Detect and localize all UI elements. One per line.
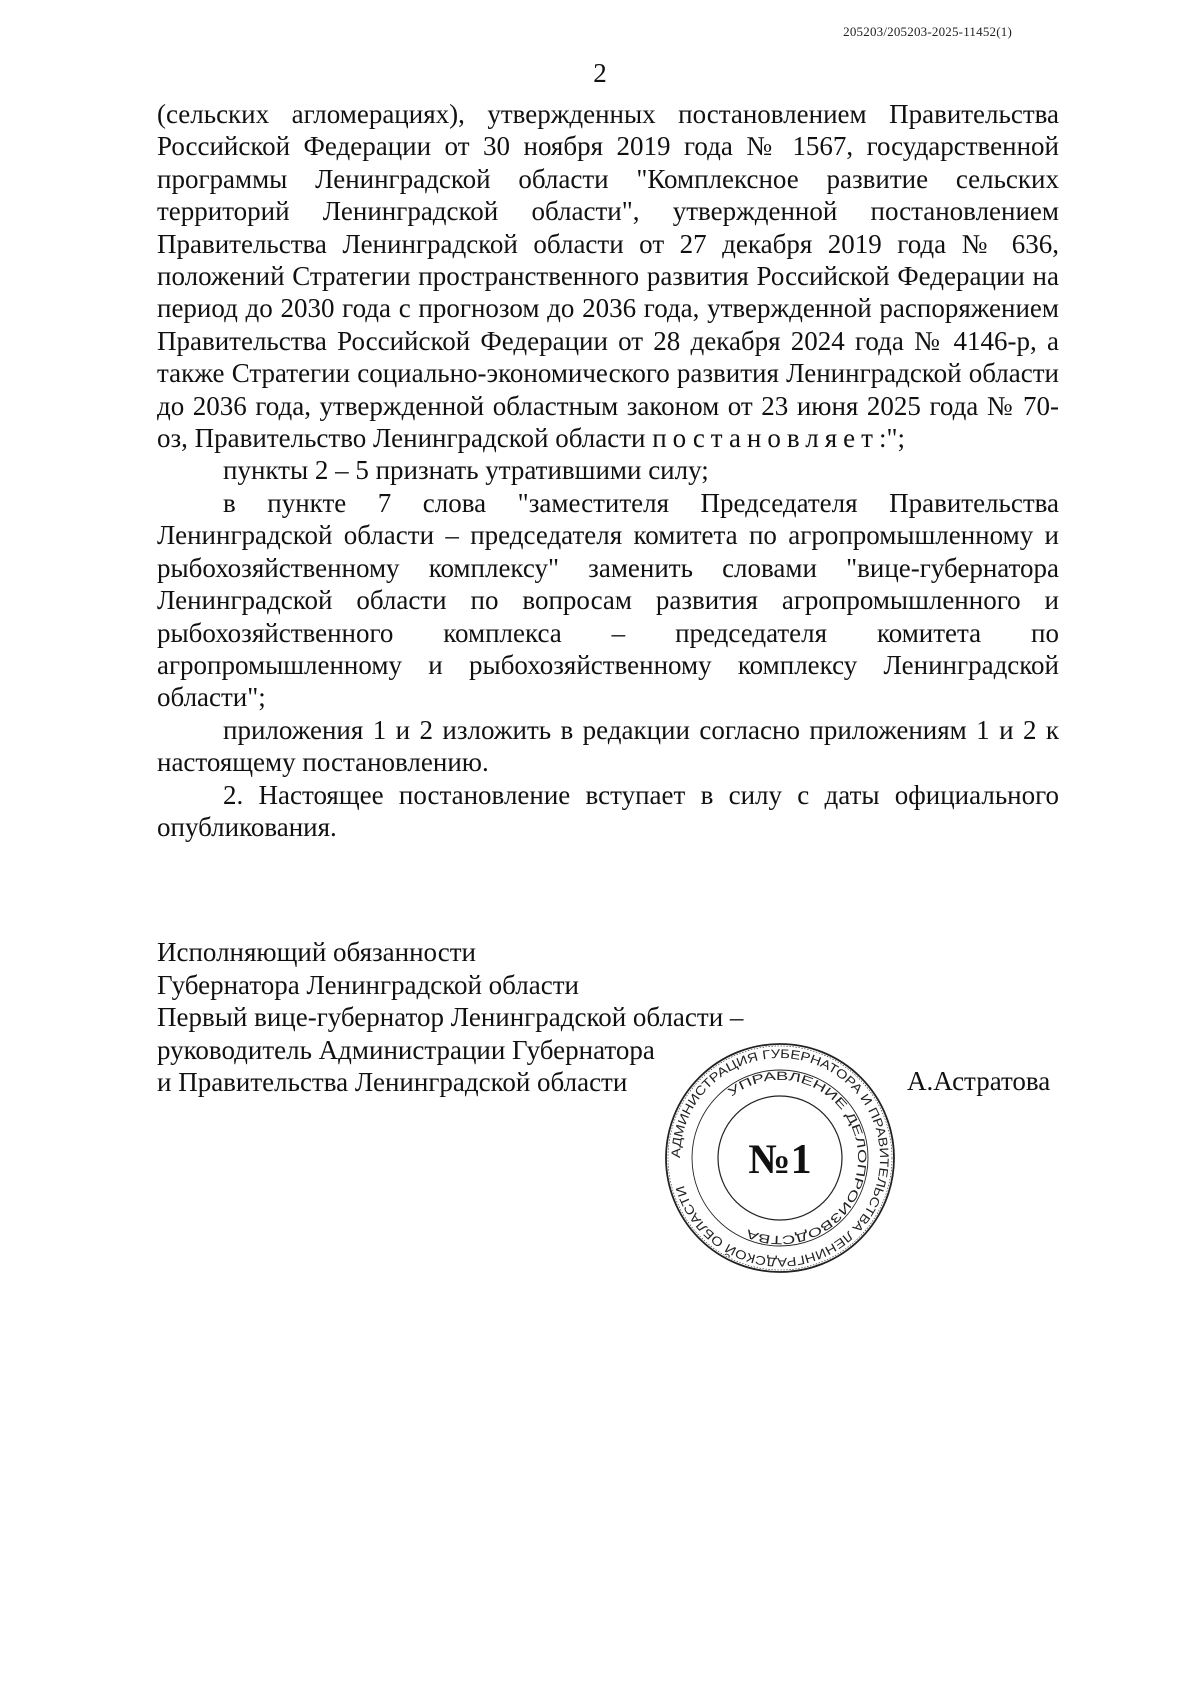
stamp-center-number: №1 (748, 1137, 812, 1183)
signature-block (157, 936, 743, 1099)
document-id: 205203/205203-2025-11452(1) (843, 24, 1012, 39)
paragraph-preamble (157, 98, 1059, 454)
paragraph-effective-date: 2. Настоящее постановление вступает в силу с даты официального опубликования. (157, 779, 1059, 842)
stamp-inner-text: УПРАВЛЕНИЕ ДЕЛОПРОИЗВОДСТВА (725, 1068, 870, 1248)
official-stamp (662, 1040, 898, 1276)
preamble-text: (сельских агломерациях), утвержденных постановлением Правительства Российской Федерации от 30 ноября 2019 года № 1567, государственной программы Ленинградской области "Комплексное развитие сельских территорий Ленинградской области", утвержденной постановлением Правительства Ленинградской области от 27 декабря 2019 года № 636, положений Стратегии пространственного развития Российской Федерации на период до 2030 года с прогнозом до 2036 года, утвержденной распоряжением Правительства Российской Федерации от 28 декабря 2024 года № 4146-р, а также Стратегии социально-экономического развития Ленинградской области до 2036 года, утвержденной областным законом от 23 июня 2025 года № 70-оз, Правительство Ленинградской области (157, 99, 1059, 454)
signature-line: Исполняющий обязанности (157, 937, 476, 967)
page-number: 2 (593, 58, 607, 88)
signature-line: Первый вице-губернатор Ленинградской области – (157, 1002, 744, 1033)
signer-name: А.Астратова (907, 1066, 1051, 1096)
document-body (157, 98, 1059, 843)
paragraph-items-void: пункты 2 – 5 признать утратившими силу; (223, 455, 709, 486)
spaced-word-tail: :"; (878, 423, 905, 454)
signature-line: Губернатора Ленинградской области (157, 969, 579, 1000)
signature-line: и Правительства Ленинградской области (157, 1067, 628, 1098)
stamp-outer-text: АДМИНИСТРАЦИЯ ГУБЕРНАТОРА И ПРАВИТЕЛЬСТВА ЛЕНИНГРАДСКОЙ ОБЛАСТИ (668, 1046, 892, 1270)
paragraph-item-7-replacement: в пункте 7 слова "заместителя Председателя Правительства Ленинградской области – председателя комитета по агропромышленному и рыбохозяйственному комплексу" заменить словами "вице-губернатора Ленинградской области по вопросам развития агропромышленного и рыбохозяйственного комплекса – председателя комитета по агропромышленному и рыбохозяйственному комплексу Ленинградской области"; (157, 487, 1059, 713)
paragraph-appendices: приложения 1 и 2 изложить в редакции согласно приложениям 1 и 2 к настоящему постановлению. (157, 714, 1059, 778)
signature-line: руководитель Администрации Губернатора (157, 1034, 655, 1065)
spaced-word: постановляет (652, 423, 879, 454)
